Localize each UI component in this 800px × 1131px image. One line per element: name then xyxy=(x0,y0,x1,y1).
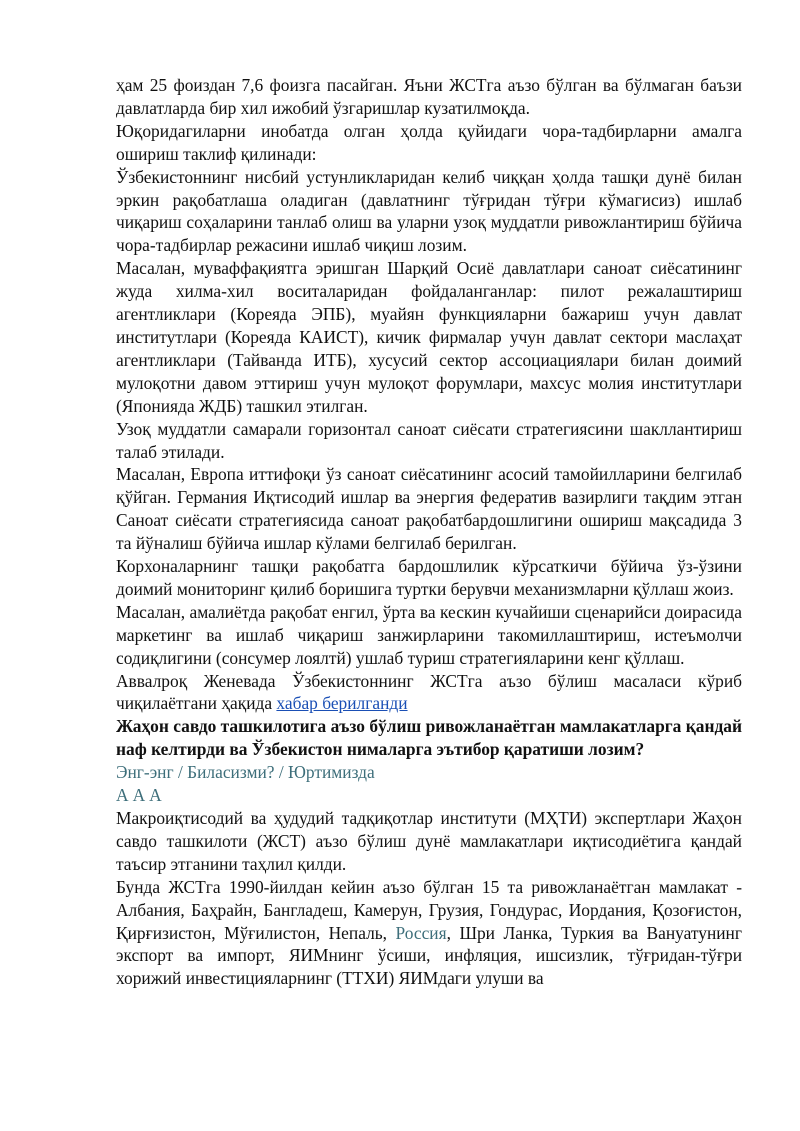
font-size-small-button[interactable]: A xyxy=(116,785,129,806)
paragraph-text: Аввалроқ Женевада Ўзбекистоннинг ЖСТга аъзо бўлиш масаласи кўриб чиқилаётгани ҳақида xyxy=(116,670,742,714)
paragraph-text: Бунда ЖСТга 1990-йилдан кейин аъзо бўлган 15 та ривожланаётган мамлакат - Албания, Баҳрайн, Бангладеш, Камерун, Грузия, Гондурас, Иордания, Қозоғистон, Қирғизистон, Мўғилистон, Непаль, xyxy=(116,876,742,943)
russia-link[interactable]: Россия xyxy=(395,922,447,943)
paragraph: ҳам 25 фоиздан 7,6 фоизга пасайган. Яъни ЖСТга аъзо бўлган ва бўлмаган баъзи давлатларда бир хил ижобий ўзгаришлар кузатилмоқда. xyxy=(116,75,742,118)
document-page xyxy=(116,74,742,990)
article-headline[interactable]: Жаҳон савдо ташкилотига аъзо бўлиш ривожланаётган мамлакатларга қандай наф келтирди ва Ўзбекистон нималарга эътибор қаратиши лозим? xyxy=(116,716,742,760)
paragraph: Масалан, Европа иттифоқи ўз саноат сиёсатининг асосий тамойилларини белгилаб қўйган. Германия Иқтисодий ишлар ва энергия федератив вазирлиги тақдим этган Саноат сиёсати стратегиясида саноат рақобатбардошлигини ошириш мақсадида 3 та йўналиш бўйича ишлар кўлами белгилаб берилган. xyxy=(116,464,742,554)
paragraph-with-link xyxy=(116,670,742,716)
news-link[interactable]: хабар берилганди xyxy=(276,693,408,714)
font-size-medium-button[interactable]: A xyxy=(132,785,146,806)
paragraph: Юқоридагиларни инобатда олган ҳолда қуйидаги чора-тадбирларни амалга ошириш таклиф қилинади: xyxy=(116,120,742,164)
font-size-controls xyxy=(116,784,742,807)
paragraph: Узоқ муддатли самарали горизонтал саноат сиёсати стратегиясини шакллантириш талаб этилади. xyxy=(116,418,742,462)
paragraph: Ўзбекистоннинг нисбий устунликларидан келиб чиққан ҳолда ташқи дунё билан эркин рақобатлаша оладиган (давлатнинг тўғридан тўғри кўмагисиз) ишлаб чиқариш соҳаларини танлаб олиш ва уларни узоқ муддатли ривожлантириш бўйича чора-тадбирлар режасини ишлаб чиқиш лозим. xyxy=(116,166,742,256)
paragraph-with-link xyxy=(116,876,742,991)
paragraph-text: , Шри Ланка, Туркия ва Вануатунинг экспорт ва импорт, ЯИМнинг ўсиши, инфляция, ишсизлик, тўғридан-тўғри хорижий инвестицияларнинг (ТТХИ) ЯИМдаги улуши ва xyxy=(116,922,742,989)
paragraph: Масалан, муваффақиятга эришган Шарқий Осиё давлатлари саноат сиёсатининг жуда хилма-хил воситаларидан фойдаланганлар: пилот режалаштириш агентликлари (Кореяда ЭПБ), муайян функцияларни бажариш учун давлат институтлари (Кореяда КАИСТ), кичик фирмалар учун давлат сектори маслаҳат агентликлари (Тайванда ИТБ), хусусий сектор ассоциациялари билан доимий мулоқотни давом эттириш учун мулоқот форумлари, махсус молия институтлари (Японияда ЖДБ) ташкил этилган. xyxy=(116,258,742,416)
font-size-large-button[interactable]: A xyxy=(149,785,162,806)
paragraph: Масалан, амалиётда рақобат енгил, ўрта ва кескин кучайиши сценарийси доирасида маркетинг ва ишлаб чиқариш занжирларини такомиллаштириш, истеъмолчи содиқлигини (сонсумер лоялтй) ушлаб туриш стратегияларини кенг қўллаш. xyxy=(116,601,742,668)
breadcrumb[interactable]: Энг-энг / Биласизми? / Юртимизда xyxy=(116,762,375,783)
paragraph: Корхоналарнинг ташқи рақобатга бардошлилик кўрсаткичи бўйича ўз-ўзини доимий мониторинг қилиб боришига туртки берувчи механизмларни қўллаш жоиз. xyxy=(116,556,742,599)
paragraph: Макроиқтисодий ва ҳудудий тадқиқотлар институти (МҲТИ) экспертлари Жаҳон савдо ташкилоти (ЖСТ) аъзо бўлиш дунё мамлакатлари иқтисодиётига қандай таъсир этганини таҳлил қилди. xyxy=(116,808,742,874)
